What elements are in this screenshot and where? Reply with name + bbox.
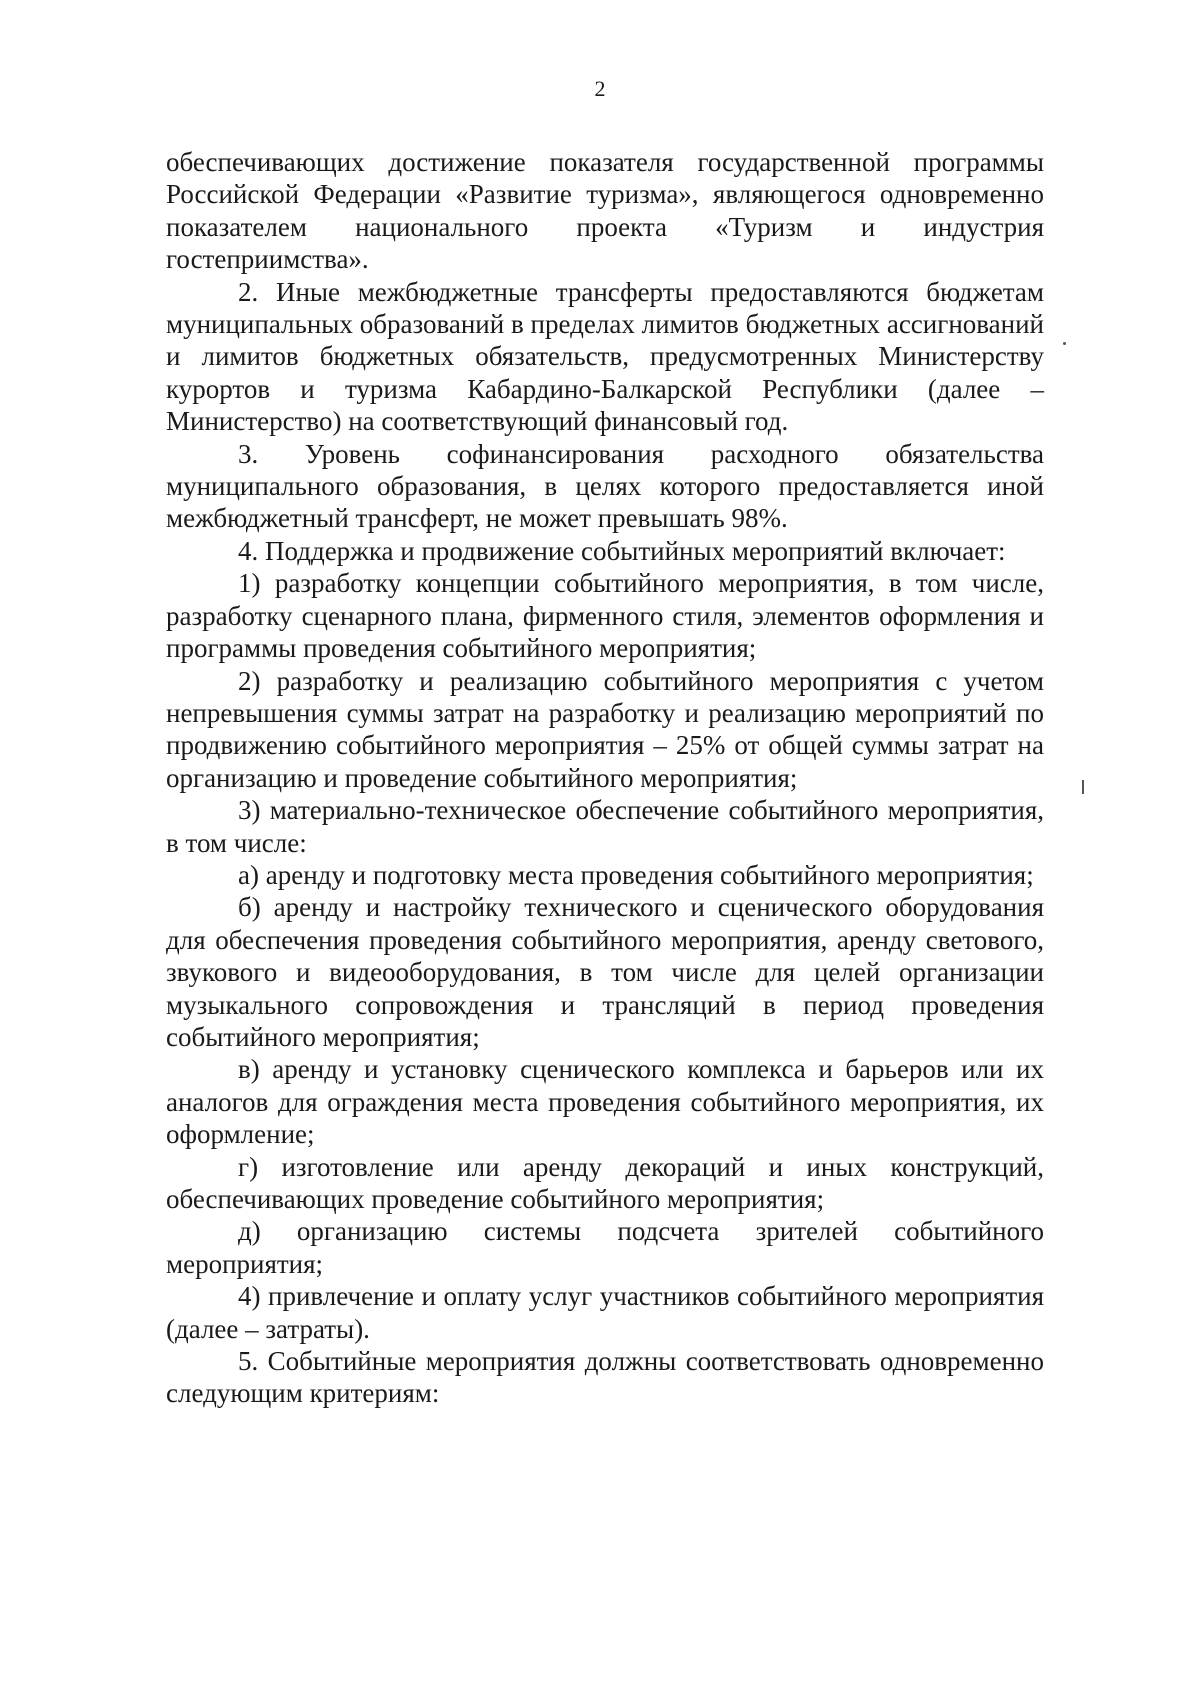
subitem-3g: г) изготовление или аренду декораций и иных конструкций, обеспечивающих проведение событийного мероприятия; [166,1151,1044,1214]
page-number: 2 [594,76,606,101]
subitem-1: 1) разработку концепции событийного мероприятия, в том числе, разработку сценарного плана, фирменного стиля, элементов оформления и программы проведения событийного мероприятия; [166,568,1044,664]
scan-mark [1082,780,1084,794]
subitem-3: 3) материально-техническое обеспечение событийного мероприятия, в том числе: [166,795,1044,858]
subitem-3v: в) аренду и установку сценического комплекса и барьеров или их аналогов для ограждения места проведения событийного мероприятия, их оформление; [166,1054,1044,1150]
document-body [166,146,1044,1410]
paragraph-continuation: обеспечивающих достижение показателя государственной программы Российской Федерации «Развитие туризма», являющегося одновременно показателем национального проекта «Туризм и индустрия гостеприимства». [166,147,1044,275]
paragraph-item-4: 4. Поддержка и продвижение событийных мероприятий включает: [238,535,1006,566]
subitem-2: 2) разработку и реализацию событийного мероприятия с учетом непревышения суммы затрат на разработку и реализацию мероприятий по продвижению событийного мероприятия – 25% от общей суммы затрат на организацию и проведение событийного мероприятия; [166,665,1044,793]
paragraph-item-5: 5. Событийные мероприятия должны соответствовать одновременно следующим критериям: [166,1346,1044,1409]
subitem-4: 4) привлечение и оплату услуг участников событийного мероприятия (далее – затраты). [166,1281,1044,1344]
subitem-3b: б) аренду и настройку технического и сценического оборудования для обеспечения проведения событийного мероприятия, аренду светового, звукового и видеооборудования, в том числе для целей организации музыкального сопровождения и трансляций в период проведения событийного мероприятия; [166,892,1044,1052]
paragraph-item-2: 2. Иные межбюджетные трансферты предоставляются бюджетам муниципальных образований в пределах лимитов бюджетных ассигнований и лимитов бюджетных обязательств, предусмотренных Министерству курортов и туризма Кабардино-Балкарской Республики (далее – Министерство) на соответствующий финансовый год. [166,276,1044,437]
subitem-3a: а) аренду и подготовку места проведения событийного мероприятия; [238,859,1034,890]
subitem-3d: д) организацию системы подсчета зрителей событийного мероприятия; [166,1216,1044,1279]
scan-speck [1063,342,1066,345]
paragraph-item-3: 3. Уровень софинансирования расходного обязательства муниципального образования, в целях которого предоставляется иной межбюджетный трансферт, не может превышать 98%. [166,438,1044,534]
